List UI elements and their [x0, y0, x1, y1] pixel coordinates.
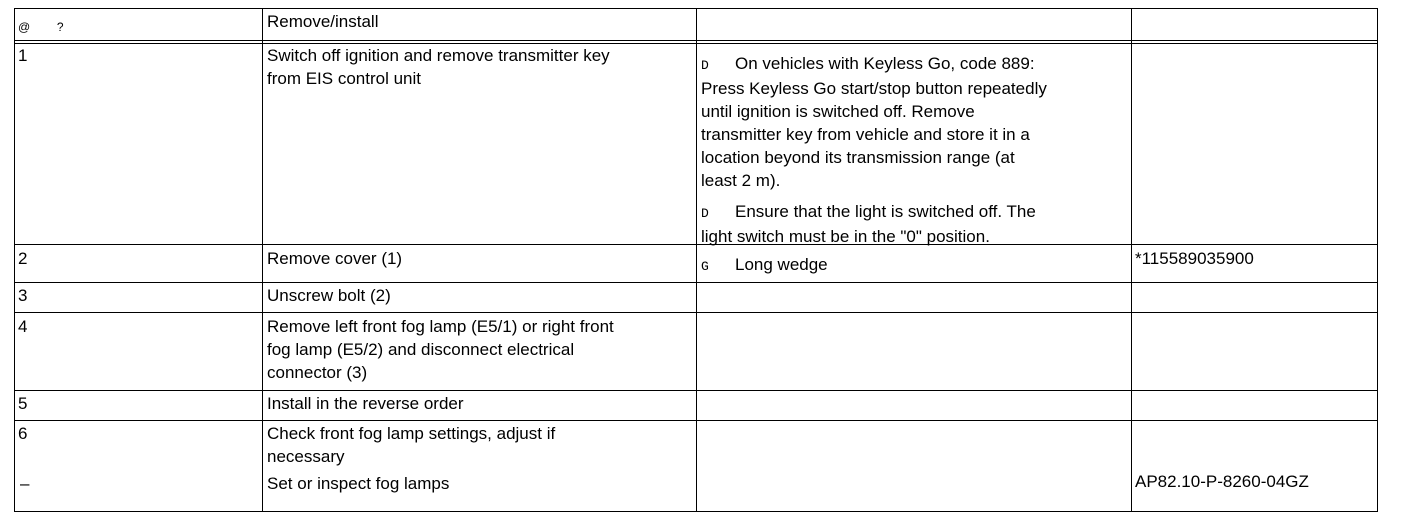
header-title: Remove/install [267, 12, 379, 31]
step-action: Remove cover (1) [267, 249, 403, 268]
tool-number: *115589035900 [1135, 249, 1254, 268]
row-divider [15, 244, 1377, 245]
action-line: necessary [267, 447, 345, 466]
sub-step-marker: – [20, 474, 30, 493]
step-number: 2 [18, 249, 28, 268]
note-line: least 2 m). [701, 171, 781, 190]
column-divider [1131, 9, 1132, 511]
step-note [701, 52, 1111, 248]
action-line: connector (3) [267, 363, 368, 382]
step-action: Install in the reverse order [267, 394, 464, 413]
step-number: 4 [18, 317, 28, 336]
row-divider [15, 420, 1377, 421]
step-number: 6 [18, 424, 28, 443]
action-line: from EIS control unit [267, 69, 422, 88]
row-divider [15, 390, 1377, 391]
step-number: 3 [18, 286, 28, 305]
note-line: D On vehicles with Keyless Go, code 889: [701, 52, 1111, 77]
header-divider [15, 40, 1377, 44]
procedure-table [14, 8, 1378, 512]
note-line: light switch must be in the "0" position. [701, 227, 990, 246]
row-divider [15, 282, 1377, 283]
action-line: fog lamp (E5/2) and disconnect electrical [267, 340, 575, 359]
column-divider [696, 9, 697, 511]
step-action [267, 44, 610, 90]
note-line: transmitter key from vehicle and store it in a [701, 125, 1030, 144]
action-line: Check front fog lamp settings, adjust if [267, 424, 556, 443]
step-action [267, 315, 614, 384]
action-line: Remove left front fog lamp (E5/1) or right front [267, 317, 614, 336]
document-reference[interactable]: AP82.10-P-8260-04GZ [1135, 472, 1309, 491]
tool-marker: G [701, 259, 709, 274]
column-divider [262, 9, 263, 511]
note-marker: D [701, 206, 709, 221]
sub-step-link[interactable]: Set or inspect fog lamps [267, 474, 450, 493]
at-symbol: @ [18, 20, 31, 34]
action-line: Switch off ignition and remove transmitter key [267, 46, 610, 65]
step-action [267, 422, 555, 468]
step-action: Unscrew bolt (2) [267, 286, 391, 305]
header-symbols [18, 16, 64, 39]
note-line: D Ensure that the light is switched off. The [701, 200, 1111, 225]
question-symbol: ? [56, 20, 64, 34]
step-number: 1 [18, 46, 28, 65]
tool-name: Long wedge [735, 255, 828, 274]
step-number: 5 [18, 394, 28, 413]
note-line: Press Keyless Go start/stop button repeatedly [701, 79, 1047, 98]
note-marker: D [701, 58, 709, 73]
row-divider [15, 312, 1377, 313]
note-line: until ignition is switched off. Remove [701, 102, 975, 121]
note-line: location beyond its transmission range (at [701, 148, 1015, 167]
tool-entry [701, 253, 828, 278]
